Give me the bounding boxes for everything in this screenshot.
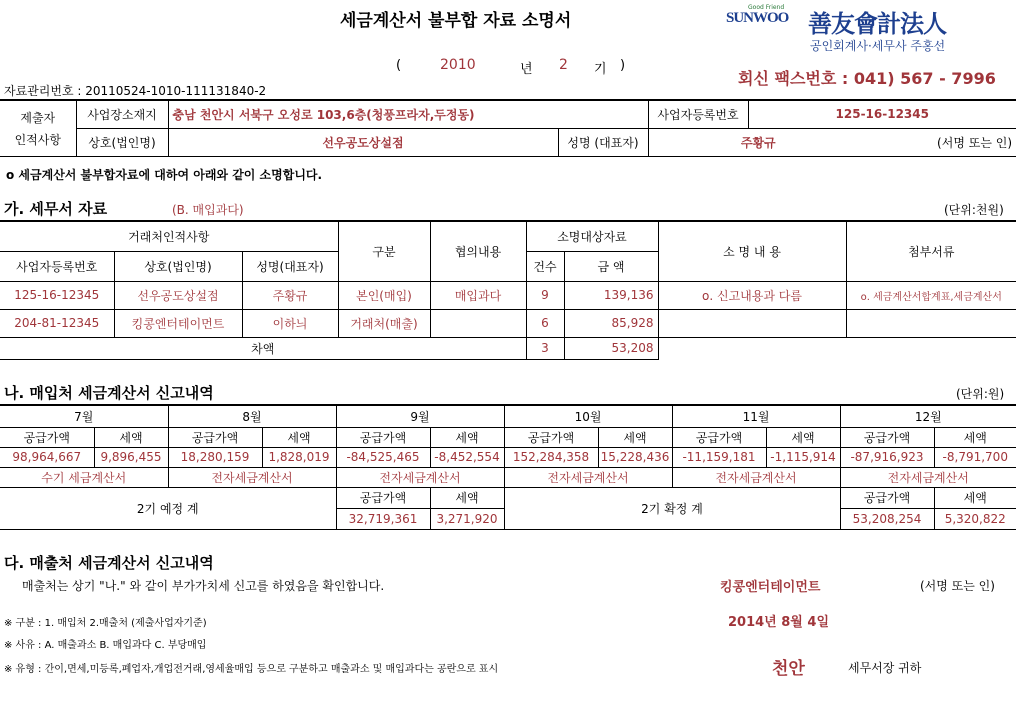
- invoice-type: 수기 세금계산서: [0, 467, 168, 487]
- biz-no-value: 125-16-12345: [748, 100, 1016, 128]
- diff-row: [0, 337, 1016, 359]
- invoice-type: 전자세금계산서: [840, 467, 1016, 487]
- tax-value: -8,452,554: [430, 447, 504, 467]
- tax-office-name: 천안: [772, 659, 805, 679]
- prelim-total-label: 2기 예정 계: [0, 487, 336, 529]
- diff-count: 3: [526, 337, 564, 359]
- section-b-title: 나. 매입처 세금계산서 신고내역: [4, 384, 214, 402]
- section-a-unit: (단위:천원): [944, 203, 1004, 217]
- address-value: 충남 천안시 서북구 오성로 103,6층(청풍프라자,두정동): [168, 100, 648, 128]
- row-explanation: ο. 신고내용과 다름: [658, 281, 846, 309]
- row-amount: 85,928: [564, 309, 658, 337]
- tax-office-suffix: 세무서장 귀하: [848, 661, 922, 675]
- month-header: 7월: [0, 405, 168, 427]
- month-header: 9월: [336, 405, 504, 427]
- rep-name-label: 성명 (대표자): [558, 128, 648, 156]
- purchase-report-table: [0, 404, 1016, 530]
- row-category: 거래처(매출): [338, 309, 430, 337]
- prelim-supply-value: 32,719,361: [336, 508, 430, 529]
- supply-value: 18,280,159: [168, 447, 262, 467]
- logo: [726, 4, 1016, 56]
- tax-value: 9,896,455: [94, 447, 168, 467]
- supply-value: 98,964,667: [0, 447, 94, 467]
- logo-kanji: 善友會計法人: [808, 9, 946, 38]
- logo-brand: SUNWOO: [726, 10, 789, 26]
- attachments-header: 첨부서류: [846, 221, 1016, 281]
- section-c-title: 다. 매출처 세금계산서 신고내역: [4, 554, 214, 572]
- row-explanation: [658, 309, 846, 337]
- tax-value: 15,228,436: [598, 447, 672, 467]
- tax-value: 1,828,019: [262, 447, 336, 467]
- logo-tagline: Good Friend: [748, 4, 785, 11]
- row-name: 주황규: [242, 281, 338, 309]
- row-name: 이하늬: [242, 309, 338, 337]
- sign-label: (서명 또는 인): [868, 128, 1016, 156]
- tax-label: 세액: [766, 427, 840, 447]
- row-count: 9: [526, 281, 564, 309]
- statement-text: ο 세금계산서 불부합자료에 대하여 아래와 같이 소명합니다.: [6, 168, 323, 182]
- table-row: [0, 309, 1016, 337]
- category-header: 구분: [338, 221, 430, 281]
- row-attachments: [846, 309, 1016, 337]
- row-attachments: ο. 세금계산서합계표,세금계산서: [846, 281, 1016, 309]
- invoice-type: 전자세금계산서: [168, 467, 336, 487]
- prelim-supply-label: 공급가액: [336, 487, 430, 508]
- row-agreement: 매입과다: [430, 281, 526, 309]
- logo-subtitle: 공인회계사·세무사 주홍선: [810, 39, 946, 53]
- row-biz-no: 204-81-12345: [0, 309, 114, 337]
- final-supply-label: 공급가액: [840, 487, 934, 508]
- tax-office-table: [0, 220, 1016, 360]
- tax-label: 세액: [262, 427, 336, 447]
- sales-company: 킹콩엔터테이먼트: [720, 580, 821, 595]
- tax-value: -1,115,914: [766, 447, 840, 467]
- company-label: 상호(법인명): [76, 128, 168, 156]
- supply-value: -84,525,465: [336, 447, 430, 467]
- month-header: 11월: [672, 405, 840, 427]
- section-b-unit: (단위:원): [956, 387, 1005, 401]
- invoice-type: 전자세금계산서: [504, 467, 672, 487]
- year-label: 년: [520, 62, 533, 77]
- supply-value: -87,916,923: [840, 447, 934, 467]
- row-agreement: [430, 309, 526, 337]
- company-header: 상호(법인명): [114, 251, 242, 281]
- period-label: 기: [594, 62, 607, 77]
- invoice-type: 전자세금계산서: [336, 467, 504, 487]
- supply-label: 공급가액: [504, 427, 598, 447]
- row-amount: 139,136: [564, 281, 658, 309]
- tax-label: 세액: [94, 427, 168, 447]
- invoice-type: 전자세금계산서: [672, 467, 840, 487]
- row-biz-no: 125-16-12345: [0, 281, 114, 309]
- mgmt-number: 자료관리번호 : 20110524-1010-111131840-2: [4, 84, 267, 98]
- period-value: 2: [559, 57, 568, 73]
- tax-label: 세액: [934, 427, 1016, 447]
- note-reason: ※ 사유 : A. 매출과소 B. 매입과다 C. 부당매입: [4, 640, 207, 651]
- confirm-text: 매출처는 상기 "나." 와 같이 부가가치세 신고를 하였음을 확인합니다.: [22, 579, 385, 593]
- final-tax-label: 세액: [934, 487, 1016, 508]
- open-paren: (: [396, 58, 402, 73]
- fax-number: 회신 팩스번호 : 041) 567 - 7996: [738, 69, 996, 88]
- tax-label: 세액: [430, 427, 504, 447]
- month-header: 10월: [504, 405, 672, 427]
- biz-no-label: 사업자등록번호: [648, 100, 748, 128]
- supply-value: 152,284,358: [504, 447, 598, 467]
- year-value: 2010: [440, 57, 476, 73]
- party-info-header: 거래처인적사항: [0, 221, 338, 251]
- close-paren: ): [620, 58, 626, 73]
- section-a-subtitle: (B. 매입과다): [172, 203, 244, 217]
- final-total-label: 2기 확정 계: [504, 487, 840, 529]
- sales-sign-label: (서명 또는 인): [920, 579, 995, 593]
- tax-value: -8,791,700: [934, 447, 1016, 467]
- submitter-table: [0, 99, 1016, 157]
- biz-no-header: 사업자등록번호: [0, 251, 114, 281]
- target-header: 소명대상자료: [526, 221, 658, 251]
- note-category: ※ 구분 : 1. 매입처 2.매출처 (제출사업자기준): [4, 618, 207, 629]
- submitter-section-label: 제출자 인적사항: [0, 100, 76, 157]
- prelim-tax-label: 세액: [430, 487, 504, 508]
- company-value: 선우공도상설점: [168, 128, 558, 156]
- supply-label: 공급가액: [0, 427, 94, 447]
- rep-name-value: 주황규: [648, 128, 868, 156]
- row-company: 선우공도상설점: [114, 281, 242, 309]
- row-category: 본인(매입): [338, 281, 430, 309]
- page-title: 세금계산서 불부합 자료 소명서: [340, 11, 572, 31]
- address-label: 사업장소재지: [76, 100, 168, 128]
- diff-amount: 53,208: [564, 337, 658, 359]
- submission-date: 2014년 8월 4일: [728, 615, 829, 630]
- final-supply-value: 53,208,254: [840, 508, 934, 529]
- supply-value: -11,159,181: [672, 447, 766, 467]
- table-row: [0, 281, 1016, 309]
- section-a-title: 가. 세무서 자료: [4, 200, 108, 218]
- supply-label: 공급가액: [336, 427, 430, 447]
- name-header: 성명(대표자): [242, 251, 338, 281]
- supply-label: 공급가액: [168, 427, 262, 447]
- prelim-tax-value: 3,271,920: [430, 508, 504, 529]
- diff-label: 차액: [0, 337, 526, 359]
- row-company: 킹콩엔터테이먼트: [114, 309, 242, 337]
- row-count: 6: [526, 309, 564, 337]
- count-header: 건수: [526, 251, 564, 281]
- month-header: 8월: [168, 405, 336, 427]
- supply-label: 공급가액: [672, 427, 766, 447]
- month-header: 12월: [840, 405, 1016, 427]
- supply-label: 공급가액: [840, 427, 934, 447]
- final-tax-value: 5,320,822: [934, 508, 1016, 529]
- explanation-header: 소 명 내 용: [658, 221, 846, 281]
- agreement-header: 협의내용: [430, 221, 526, 281]
- tax-label: 세액: [598, 427, 672, 447]
- amount-header: 금 액: [564, 251, 658, 281]
- note-type: ※ 유형 : 간이,면세,미등록,폐업자,개업전거래,영세율매입 등으로 구분하고 매출과소 및 매입과다는 공란으로 표시: [4, 664, 499, 675]
